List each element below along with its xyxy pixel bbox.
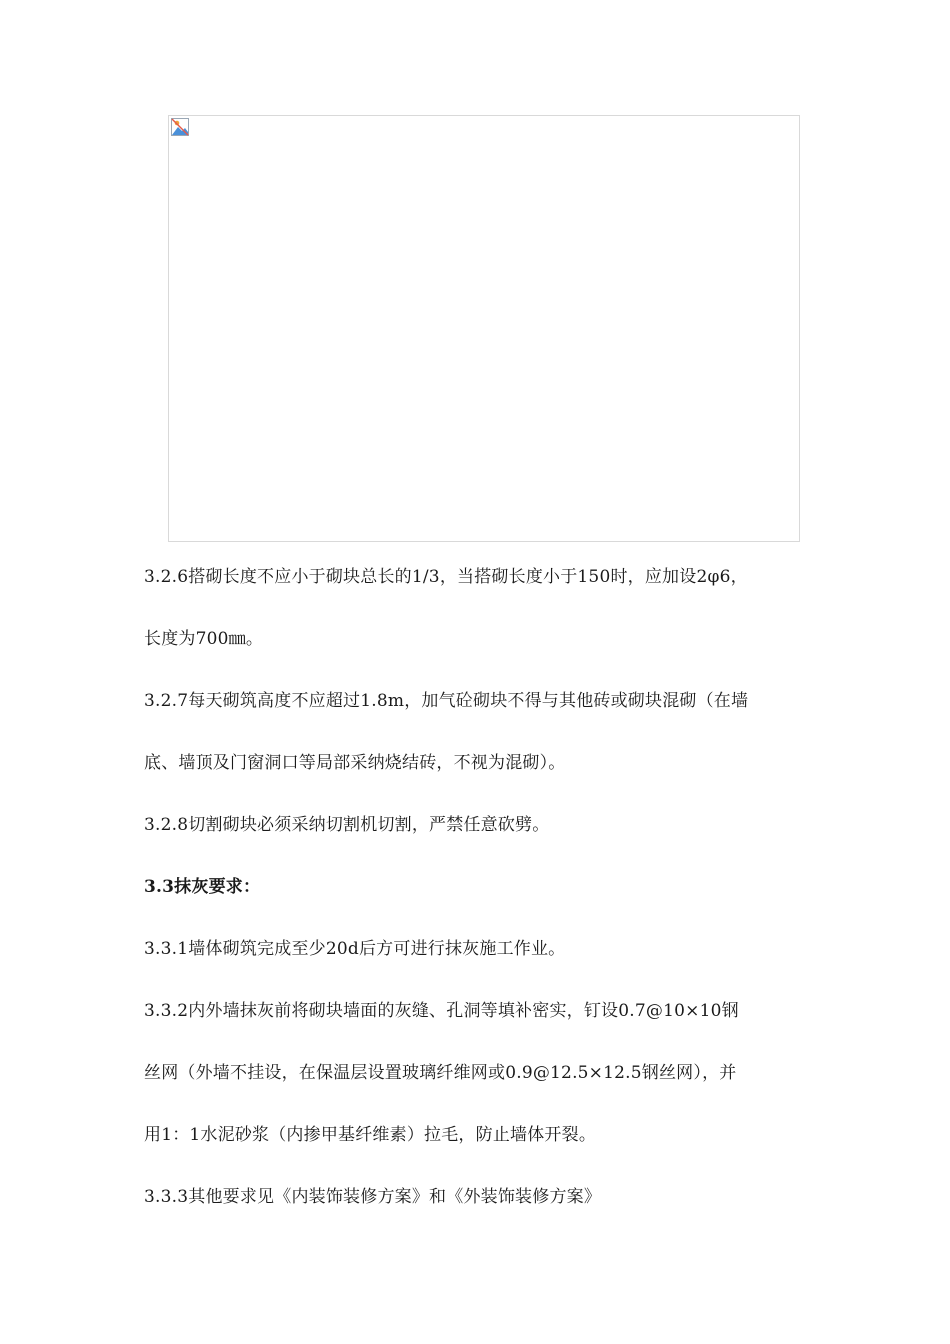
paragraph-line: 3.3.1墙体砌筑完成至少20d后方可进行抹灰施工作业。 xyxy=(144,939,566,959)
section-heading: 3.3抹灰要求： xyxy=(144,877,261,897)
paragraph-line: 长度为700㎜。 xyxy=(144,629,264,649)
paragraph-line: 3.3.2内外墙抹灰前将砌块墙面的灰缝、孔洞等填补密实，钉设0.7@10×10钢 xyxy=(144,1001,739,1021)
paragraph-line: 用1：1水泥砂浆（内掺甲基纤维素）拉毛，防止墙体开裂。 xyxy=(144,1125,597,1145)
paragraph-line: 3.2.8切割砌块必须采纳切割机切割，严禁任意砍劈。 xyxy=(144,815,550,835)
broken-image-icon xyxy=(171,118,189,136)
figure-placeholder xyxy=(168,115,800,542)
paragraph-line: 底、墙顶及门窗洞口等局部采纳烧结砖，不视为混砌）。 xyxy=(144,753,566,773)
paragraph-line: 3.2.7每天砌筑高度不应超过1.8m，加气砼砌块不得与其他砖或砌块混砌（在墙 xyxy=(144,691,749,711)
paragraph-line: 3.3.3其他要求见《内装饰装修方案》和《外装饰装修方案》 xyxy=(144,1187,602,1207)
paragraph-line: 3.2.6搭砌长度不应小于砌块总长的1/3，当搭砌长度小于150时，应加设2φ6， xyxy=(144,567,748,587)
paragraph-line: 丝网（外墙不挂设，在保温层设置玻璃纤维网或0.9@12.5×12.5钢丝网），并 xyxy=(144,1063,737,1083)
